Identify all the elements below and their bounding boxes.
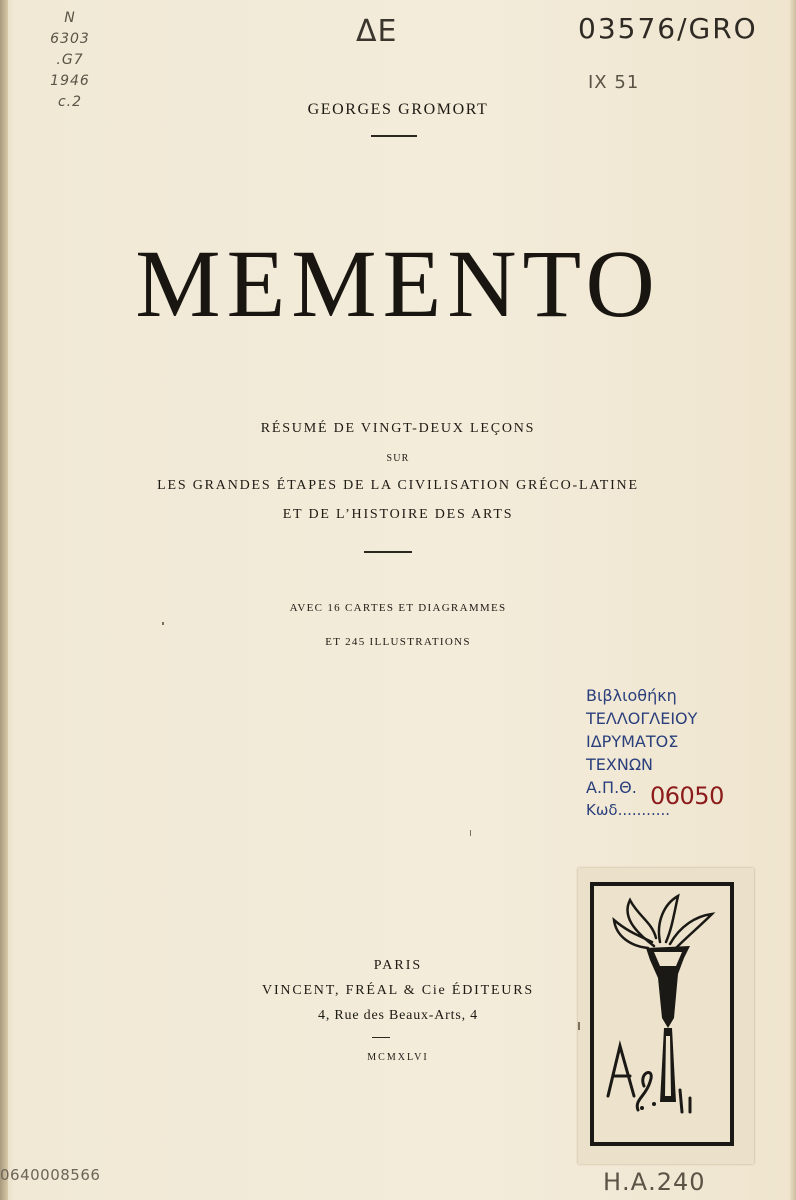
- publication-year: MCMXLVI: [367, 1052, 429, 1063]
- paper-speck: [470, 830, 471, 836]
- stamp-code-label: Κωδ...........: [586, 801, 671, 819]
- handwritten-bottom-mark: Η.Α.240: [603, 1168, 706, 1196]
- paper-speck: [162, 622, 164, 625]
- call-number-line: 1946: [50, 73, 90, 89]
- call-number-line: N: [64, 10, 76, 26]
- publisher-address: 4, Rue des Beaux-Arts, 4: [318, 1008, 478, 1023]
- call-number-line: .G7: [56, 52, 84, 68]
- handwritten-shelf-mark: ΔΕ: [356, 14, 398, 49]
- illustrations-note: AVEC 16 CARTES ET DIAGRAMMES: [289, 602, 507, 614]
- stamp-line: Α.Π.Θ.: [586, 778, 637, 797]
- publisher-city: PARIS: [373, 958, 423, 973]
- call-number-line: c.2: [57, 94, 83, 110]
- handwritten-inventory-number: 03576/GRO: [578, 12, 758, 45]
- subtitle-line: RÉSUMÉ DE VINGT-DEUX LEÇONS: [260, 421, 536, 436]
- barcode-number: 0640008566: [0, 1166, 101, 1184]
- author-name: GEORGES GROMORT: [307, 101, 489, 118]
- divider-rule: [371, 135, 417, 137]
- handwritten-inventory-sub: IX 51: [588, 72, 640, 93]
- torch-icon: [594, 886, 730, 1142]
- stamp-code-number: 06050: [650, 782, 724, 810]
- paper-speck: [578, 1022, 580, 1030]
- bookplate: [590, 882, 734, 1146]
- handwritten-call-number: [40, 8, 100, 113]
- call-number-line: 6303: [50, 31, 90, 47]
- stamp-line: Βιβλιοθήκη: [586, 686, 677, 705]
- subtitle-sur: SUR: [386, 453, 410, 464]
- stamp-line: ΤΕΛΛΟΓΛΕΙΟΥ: [586, 709, 698, 728]
- stamp-line: ΤΕΧΝΩΝ: [586, 755, 654, 774]
- subtitle-line: ET DE L’HISTOIRE DES ARTS: [282, 507, 514, 522]
- book-title: MEMENTO: [135, 230, 661, 337]
- stamp-line: ΙΔΡΥΜΑΤΟΣ: [586, 732, 679, 751]
- publisher-name: VINCENT, FRÉAL & Cie ÉDITEURS: [262, 983, 534, 998]
- subtitle-line: LES GRANDES ÉTAPES DE LA CIVILISATION GRÉCO-LATINE: [157, 478, 639, 493]
- divider-rule: [372, 1037, 390, 1038]
- illustrations-note: ET 245 ILLUSTRATIONS: [325, 636, 471, 648]
- divider-rule: [364, 551, 412, 553]
